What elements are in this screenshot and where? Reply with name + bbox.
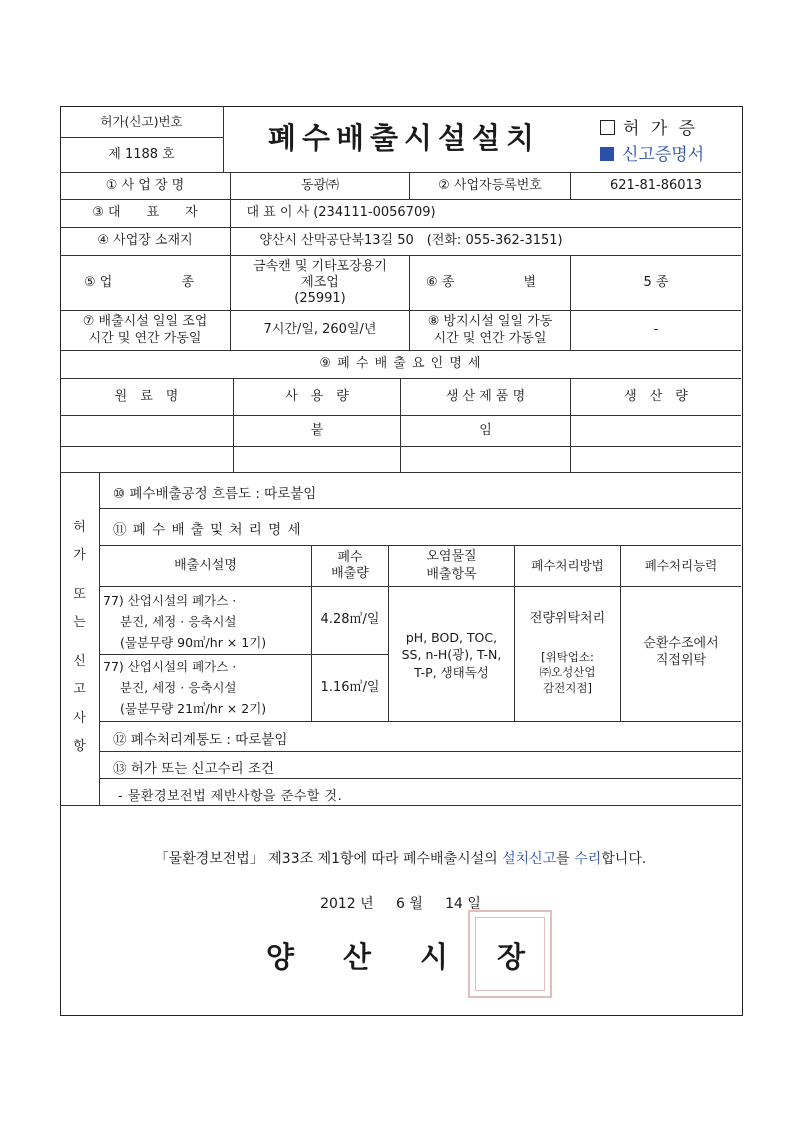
materials-col-production: 생 산 량 [624,388,688,404]
prevention-hours-value: - [653,322,659,338]
materials-attached-1: 붙 [310,422,324,438]
emissions-heading: ⑪ 폐 수 배 출 및 처 리 명 세 [113,522,302,538]
industry-label: ⑤ 업 종 [84,274,194,290]
emission-col-method: 폐수처리방법 [531,557,604,573]
registration-number-value: 621-81-86013 [609,177,703,193]
operation-hours-label: ⑦ 배출시설 일일 조업 시간 및 연간 가동일 [82,313,208,346]
permit-number-label: 허가(신고)번호 [100,113,183,129]
materials-attached-2: 임 [479,422,492,438]
treatment-capacity: 순환수조에서 직접위탁 [643,636,719,668]
facility-row: 77) 산업시설의 폐가스 · 분진, 세정 · 응축시설 (물분무량 21㎥/hr × 2기) [103,659,267,716]
empty-checkbox-icon [600,120,615,135]
materials-heading: ⑨ 폐 수 배 출 요 인 명 세 [319,356,482,372]
prevention-hours-label: ⑧ 방지시설 일일 가동 시간 및 연간 가동일 [427,313,553,346]
business-name-label: ① 사 업 장 명 [105,177,185,193]
business-name-value: 동광㈜ [300,177,340,193]
option-permit: 허 가 증 [600,114,698,139]
facility-row: 77) 산업시설의 폐가스 · 분진, 세정 · 응축시설 (물분무량 90㎥/hr × 1기) [103,593,267,650]
emission-col-capacity: 폐수처리능력 [644,557,718,573]
emission-col-amount: 폐수 배출량 [331,549,369,581]
facility-amount: 4.28㎥/일 [320,611,380,627]
treatment-method-note: [위탁업소: ㈜오성산업 감전지점] [539,649,596,695]
operation-hours-value: 7시간/일, 260일/년 [263,322,377,338]
facility-amount: 1.16㎥/일 [320,679,380,695]
flow-diagram-note: ⑩ 폐수배출공정 흐름도 : 따로붙임 [113,486,317,502]
approval-statement: 「물환경보전법」 제33조 제1항에 따라 폐수배출시설의 설치신고를 수리합니다. [154,851,647,867]
conditions-heading: ⑬ 허가 또는 신고수리 조건 [113,761,275,777]
representative-value: 대 표 이 사 (234111-0056709) [246,205,436,221]
category-value: 5 종 [643,274,669,290]
emission-col-facility: 배출시설명 [174,557,237,573]
industry-value: 금속캔 및 기타포장용기 제조업 (25991) [253,258,387,307]
registration-number-label: ② 사업자등록번호 [438,177,542,193]
issuer-name: 양 산 시 장 [265,940,536,974]
treatment-diagram-note: ⑫ 폐수처리계통도 : 따로붙임 [113,732,288,748]
materials-col-product: 생 산 제 품 명 [445,388,526,404]
representative-label: ③ 대 표 자 [92,205,198,221]
document-title: 폐수배출시설설치 [267,121,541,156]
condition-item: - 물환경보전법 제반사항을 준수할 것. [118,789,343,804]
treatment-method: 전량위탁처리 [529,610,606,626]
permit-side-label: 허 가 또 는 신 고 사 항 [73,520,86,755]
emission-col-pollutants: 오염물질 배출항목 [426,549,477,582]
checked-checkbox-icon [600,147,614,161]
materials-col-raw-material: 원 료 명 [114,388,179,404]
permit-number-value: 제 1188 호 [108,146,175,162]
issue-date: 2012 년 6 월 14 일 [320,896,481,912]
pollutant-items: pH, BOD, TOC, SS, n-H(광), T-N, T-P, 생태독성 [401,629,502,680]
address-label: ④ 사업장 소재지 [97,233,193,249]
address-value: 양산시 산막공단북13길 50 (전화: 055-362-3151) [259,233,563,249]
option-report-certificate: 신고증명서 [600,140,704,165]
category-label: ⑥ 종 별 [426,274,536,290]
materials-col-usage: 사 용 량 [285,388,349,404]
